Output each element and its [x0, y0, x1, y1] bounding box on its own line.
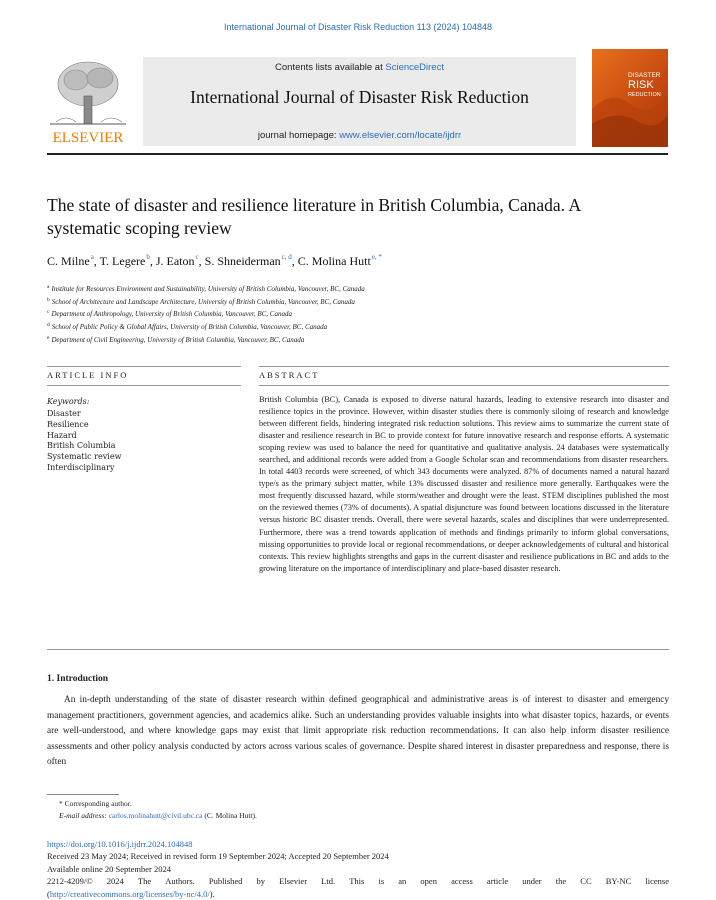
license-word: open — [420, 876, 437, 887]
introduction-heading: 1. Introduction — [47, 674, 109, 684]
article-title: The state of disaster and resilience literature in British Columbia, Canada. A systematic scoping review — [47, 195, 581, 238]
author-list: C. Milne $^a$, T. Legere $^b$, J. Eaton $^c$, S. Shneiderman $^{c, d}$, C. Molina Hutt $^{e, *}$ — [47, 253, 382, 268]
license-word: CC — [580, 876, 592, 887]
sciencedirect-link[interactable]: ScienceDirect — [385, 62, 444, 73]
email-link[interactable]: carlos.molinahutt@civil.ubc.ca — [108, 811, 203, 820]
license-word: by — [256, 876, 266, 887]
info-bottom-rule — [47, 385, 241, 386]
author-affiliation-marker[interactable]: c — [195, 253, 199, 261]
email-line — [47, 810, 257, 822]
keywords-list — [47, 409, 121, 474]
email-suffix: (C. Molina Hutt). — [202, 811, 257, 820]
cover-title-line1: DISASTER — [628, 72, 661, 79]
homepage-prefix: journal homepage: — [257, 130, 340, 141]
cover-title-line3: REDUCTION — [628, 92, 661, 98]
affiliation-marker: a — [47, 284, 50, 290]
affiliation-marker: c — [47, 309, 50, 316]
affiliations — [47, 282, 365, 346]
author-affiliation-marker[interactable]: b — [146, 253, 150, 261]
email-label: E-mail address: — [59, 811, 109, 820]
author-affiliation-marker[interactable]: a — [90, 253, 94, 261]
contents-line — [143, 62, 576, 73]
keyword-item: Disaster — [47, 409, 81, 418]
affiliation-marker: d — [47, 322, 50, 329]
homepage-line — [143, 130, 576, 141]
keyword-item: British Columbia — [47, 441, 116, 451]
license-word: Ltd. — [321, 876, 336, 887]
affiliation-item — [47, 320, 365, 333]
keyword-item: Interdisciplinary — [47, 462, 115, 472]
license-link[interactable]: http://creativecommons.org/licenses/by-nc/4.0/ — [49, 888, 210, 899]
doi-link[interactable]: https://doi.org/10.1016/j.ijdrr.2024.104848 — [47, 839, 193, 849]
license-word: is — [378, 876, 385, 887]
license-word: Authors. — [165, 876, 195, 887]
license-word: Published — [208, 876, 243, 887]
affiliation-item — [47, 307, 365, 320]
cover-title-line2: RISK — [628, 79, 654, 91]
journal-title: International Journal of Disaster Risk Reduction — [190, 87, 529, 107]
author-name[interactable]: T. Legere — [99, 254, 146, 268]
contents-prefix: Contents lists available at — [275, 62, 386, 73]
license-url-line — [47, 888, 669, 900]
article-info-heading: ARTICLE INFO — [47, 370, 129, 380]
license-word: under — [522, 876, 542, 887]
keyword-item: Resilience — [47, 419, 89, 429]
license-word: the — [555, 876, 567, 887]
publisher-name: ELSEVIER — [52, 130, 124, 146]
keyword-item: Hazard — [47, 430, 77, 440]
keyword-item: Systematic review — [47, 452, 122, 462]
corresponding-author-note: * Corresponding author. — [59, 799, 132, 808]
elsevier-logo — [46, 56, 130, 146]
license-word: article — [486, 876, 509, 887]
journal-cover[interactable] — [592, 49, 668, 147]
keywords-label: Keywords: — [47, 397, 90, 406]
article-footer — [47, 838, 669, 900]
affiliation-text: Department of Civil Engineering, University of British Columbia, Vancouver, BC, Canada — [51, 335, 305, 344]
license-close-paren: ). — [209, 888, 215, 899]
author-name[interactable]: S. Shneiderman — [204, 254, 281, 268]
affiliation-marker: b — [47, 296, 50, 303]
abstract-bottom-rule — [259, 385, 669, 386]
author-name[interactable]: C. Molina Hutt — [297, 254, 371, 268]
affiliation-item — [47, 282, 365, 295]
introduction-paragraph: An in-depth understanding of the state of disaster research within defined geographical and administrative areas is of interest to disaster and emergency management practitioners, government agencies, and academics alike. Such an understanding provides valuable insights into what disaster topics, hazards, or events are well-understood, and where knowledge gaps may exist that limit appropriate risk reduction recommendations. It can also help inform disaster resilience assessments and other policy analysis conducted by actors across various scales of governance. Despite shared interest in disaster preparedness and response, there is often — [47, 695, 669, 767]
license-word: license — [645, 876, 669, 887]
affiliation-text: Institute for Resources Environment and Sustainability, University of British Columbia, Vancouver, BC, Canada — [51, 285, 365, 293]
license-word: The — [137, 876, 152, 887]
affiliation-item — [47, 295, 365, 308]
affiliation-text: Department of Anthropology, University of British Columbia, Vancouver, BC, Canada — [51, 310, 292, 319]
journal-citation[interactable]: International Journal of Disaster Risk Reduction 113 (2024) 104848 — [224, 22, 492, 32]
affiliation-text: School of Public Policy & Global Affairs, University of British Columbia, Vancouver, BC, Canada — [51, 323, 328, 332]
license-word: 2024 — [106, 876, 124, 887]
author-affiliation-marker[interactable]: c, d — [281, 253, 292, 261]
received-dates: Received 23 May 2024; Received in revised form 19 September 2024; Accepted 20 September 2024 — [47, 851, 389, 862]
header-rule — [47, 153, 668, 155]
author-name[interactable]: C. Milne — [47, 254, 90, 268]
author-affiliation-marker[interactable]: e, * — [371, 253, 382, 261]
license-word: 2212-4209/© — [47, 876, 93, 887]
abstract-heading: ABSTRACT — [259, 370, 320, 380]
affiliation-text: School of Architecture and Landscape Architecture, University of British Columbia, Vancouver, BC, Canada — [51, 297, 355, 306]
cover-graphic — [592, 49, 668, 147]
abstract-text: British Columbia (BC), Canada is exposed to diverse natural hazards, leading to extensive research into disaster and resilience topics in the province. However, within disaster studies there is commonly siloing of research and knowledge between different fields, hindering integrated risk reduction solutions. This review aims to summarize the current state of disaster and resilience research in BC to provide context for future innovative research and response efforts. A systematic scoping review was used to balance the need for quantitative and qualitative analysis. 24 databases were systematically searched, and additional records were added from a Google Scholar scan and recommendations from disaster researchers. In total 4403 records were screened, of which 343 documents were analyzed. 87% of documents named a natural hazard type/s as the primary subject matter, while 13% discussed disaster and resilience more generally. Earthquakes were the most frequently discussed hazard, while storm/weather and drought were the least. STEM disciplines published the most on the reviewed themes (73% of documents). A spatial disjuncture was found between locations discussed in the literature versus historic BC disaster trends. Overall, there were several hazards, scales and disciplines that were underrepresented. Furthermore, there was a trend towards application of methods and findings primarily to inform global conversations, missing opportunities to provide local or regional recommendations, or deeper acknowledgements of cultural and historical contexts. This review highlights strengths and gaps in the current disaster and resilience publications in BC and adds to the growing literature on the importance of interdisciplinary and place-based disaster research. — [259, 395, 669, 573]
license-word: BY-NC — [605, 876, 632, 887]
footnote-rule — [47, 794, 119, 795]
abstract-top-rule — [259, 366, 669, 367]
license-open-paren: ( — [47, 888, 50, 899]
info-top-rule — [47, 366, 241, 367]
author-name[interactable]: J. Eaton — [155, 254, 195, 268]
affiliation-marker: e — [47, 334, 50, 341]
affiliation-item — [47, 333, 365, 346]
online-date: Available online 20 September 2024 — [47, 863, 172, 874]
license-word: Elsevier — [279, 876, 308, 887]
footnote — [47, 798, 257, 822]
license-word: access — [451, 876, 473, 887]
license-line — [47, 875, 669, 887]
journal-banner — [143, 57, 576, 146]
abstract-end-rule — [47, 649, 669, 650]
elsevier-tree-icon — [46, 56, 130, 146]
license-word: This — [349, 876, 365, 887]
license-word: an — [398, 876, 407, 887]
homepage-link[interactable]: www.elsevier.com/locate/ijdrr — [339, 130, 462, 141]
